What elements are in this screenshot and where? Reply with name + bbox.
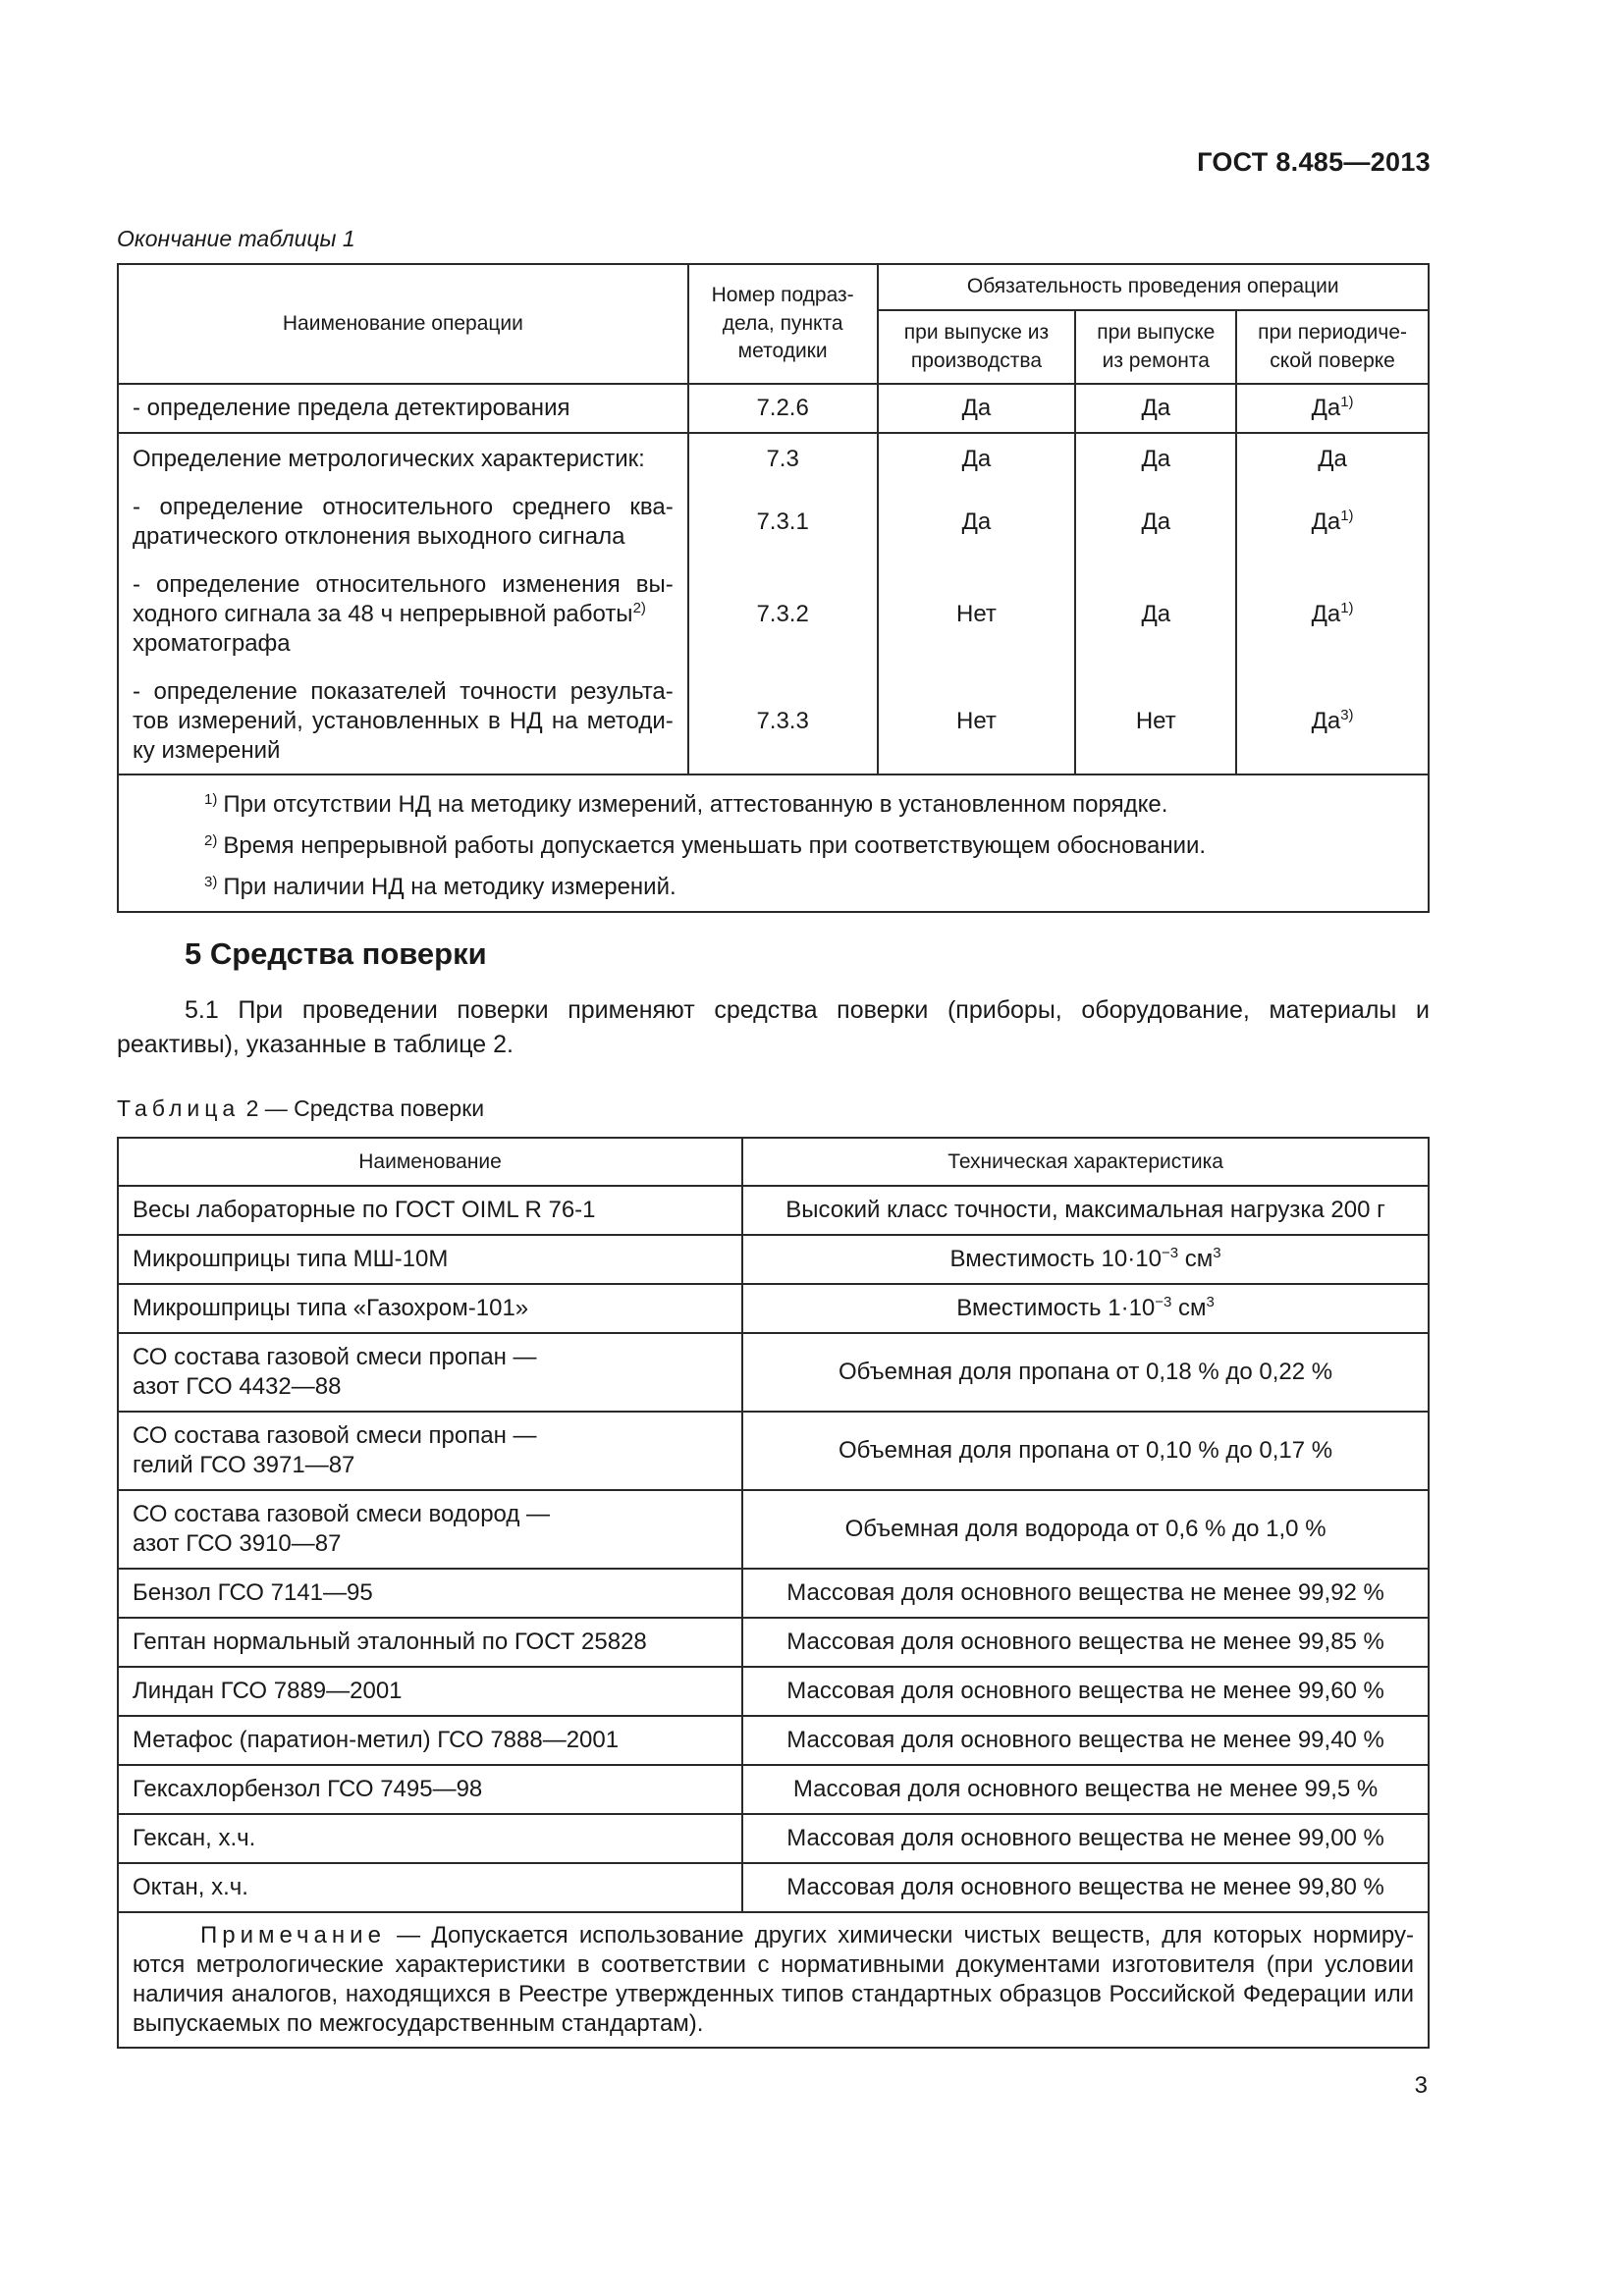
section-paragraph: 5.1 При проведении поверки применяют средства поверки (приборы, оборудование, материалы и реактивы), указанные в таблице 2.: [117, 996, 1430, 1058]
table-2: [117, 1137, 1430, 2049]
table-row: Определение метрологических характеристик: 7.3 Да Да Да: [118, 433, 1429, 484]
footnotes: [118, 774, 1429, 912]
table-row: Линдан ГСО 7889—2001 Массовая доля основного вещества не менее 99,60 %: [118, 1667, 1429, 1716]
table1-caption: Окончание таблицы 1: [117, 226, 355, 251]
header-release-production: при выпуске из производства: [878, 310, 1076, 384]
header-operation-name: Наименование операции: [118, 264, 688, 384]
table-row: Бензол ГСО 7141—95 Массовая доля основного вещества не менее 99,92 %: [118, 1569, 1429, 1618]
header-release-repair: при выпуске из ремонта: [1075, 310, 1236, 384]
footnote: $^{3)}$ При наличии НД на методику измерений.: [204, 874, 677, 900]
header-periodic: при периодиче-ской поверке: [1236, 310, 1429, 384]
note-row: [118, 1912, 1429, 2048]
table-note: Примечание — Допускается использование других химически чистых веществ, для которых нормиру-ются метрологические характеристики в соответствии с нормативными документами изготовителя (при условии наличия аналогов, находящихся в Реестре утвержденных типов стандартных образцов Российской Федерации или выпускаемых по межгосударственным стандартам).: [118, 1912, 1429, 2048]
table-row: - определение относительного среднего ква-дратического отклонения выходного сигнала 7.3.1 Да Да $Да^{1)}$: [118, 484, 1429, 561]
footnote: $^{2)}$ Время непрерывной работы допускается уменьшать при соответствующем обосновании.: [204, 832, 1207, 859]
table-row: Микрошприцы типа МШ-10М Вместимость $10\cdot 10^{-3}$ $см^3$: [118, 1235, 1429, 1284]
table-row: СО состава газовой смеси пропан — азот ГСО 4432—88 Объемная доля пропана от 0,18 % до 0,22 %: [118, 1333, 1429, 1412]
table-row: СО состава газовой смеси водород — азот ГСО 3910—87 Объемная доля водорода от 0,6 % до 1,0 %: [118, 1490, 1429, 1569]
table-row: Гептан нормальный эталонный по ГОСТ 25828 Массовая доля основного вещества не менее 99,85 %: [118, 1618, 1429, 1667]
footnote: $^{1)}$ При отсутствии НД на методику измерений, аттестованную в установленном порядке.: [204, 791, 1168, 818]
table-row: Гексан, х.ч. Массовая доля основного вещества не менее 99,00 %: [118, 1814, 1429, 1863]
header-name: Наименование: [118, 1138, 742, 1186]
table2-caption: Таблица 2 — Средства поверки: [117, 1095, 485, 1121]
table-row: - определение показателей точности результа-тов измерений, установленных в НД на методи-ку измерений 7.3.3 Нет Нет $Да^{3)}$: [118, 668, 1429, 774]
header-section-number: Номер подраз-дела, пункта методики: [688, 264, 878, 384]
table-row: - определение относительного изменения вы-ходного сигнала за 48 ч непрерывной работы$^{2)}$ хроматографа 7.3.2 Нет Да $Да^{1)}$: [118, 561, 1429, 668]
table-row: СО состава газовой смеси пропан — гелий ГСО 3971—87 Объемная доля пропана от 0,10 % до 0,17 %: [118, 1412, 1429, 1490]
section-title: 5 Средства поверки: [185, 936, 487, 971]
table-row: Октан, х.ч. Массовая доля основного вещества не менее 99,80 %: [118, 1863, 1429, 1912]
table-row: Метафос (паратион-метил) ГСО 7888—2001 Массовая доля основного вещества не менее 99,40 %: [118, 1716, 1429, 1765]
table-row: Гексахлорбензол ГСО 7495—98 Массовая доля основного вещества не менее 99,5 %: [118, 1765, 1429, 1814]
document-id: ГОСТ 8.485—2013: [1197, 147, 1431, 177]
table-row: Весы лабораторные по ГОСТ OIML R 76-1 Высокий класс точности, максимальная нагрузка 200 г: [118, 1186, 1429, 1235]
header-spec: Техническая характеристика: [742, 1138, 1429, 1186]
table-1: [117, 263, 1430, 913]
table-row: - определение предела детектирования 7.2.6 Да Да $Да^{1)}$: [118, 384, 1429, 433]
footnotes-row: [118, 774, 1429, 912]
table-row: Микрошприцы типа «Газохром-101» Вместимость $1\cdot 10^{-3}$ $см^3$: [118, 1284, 1429, 1333]
page-number: 3: [1414, 2072, 1428, 2099]
header-obligation: Обязательность проведения операции: [878, 264, 1429, 310]
